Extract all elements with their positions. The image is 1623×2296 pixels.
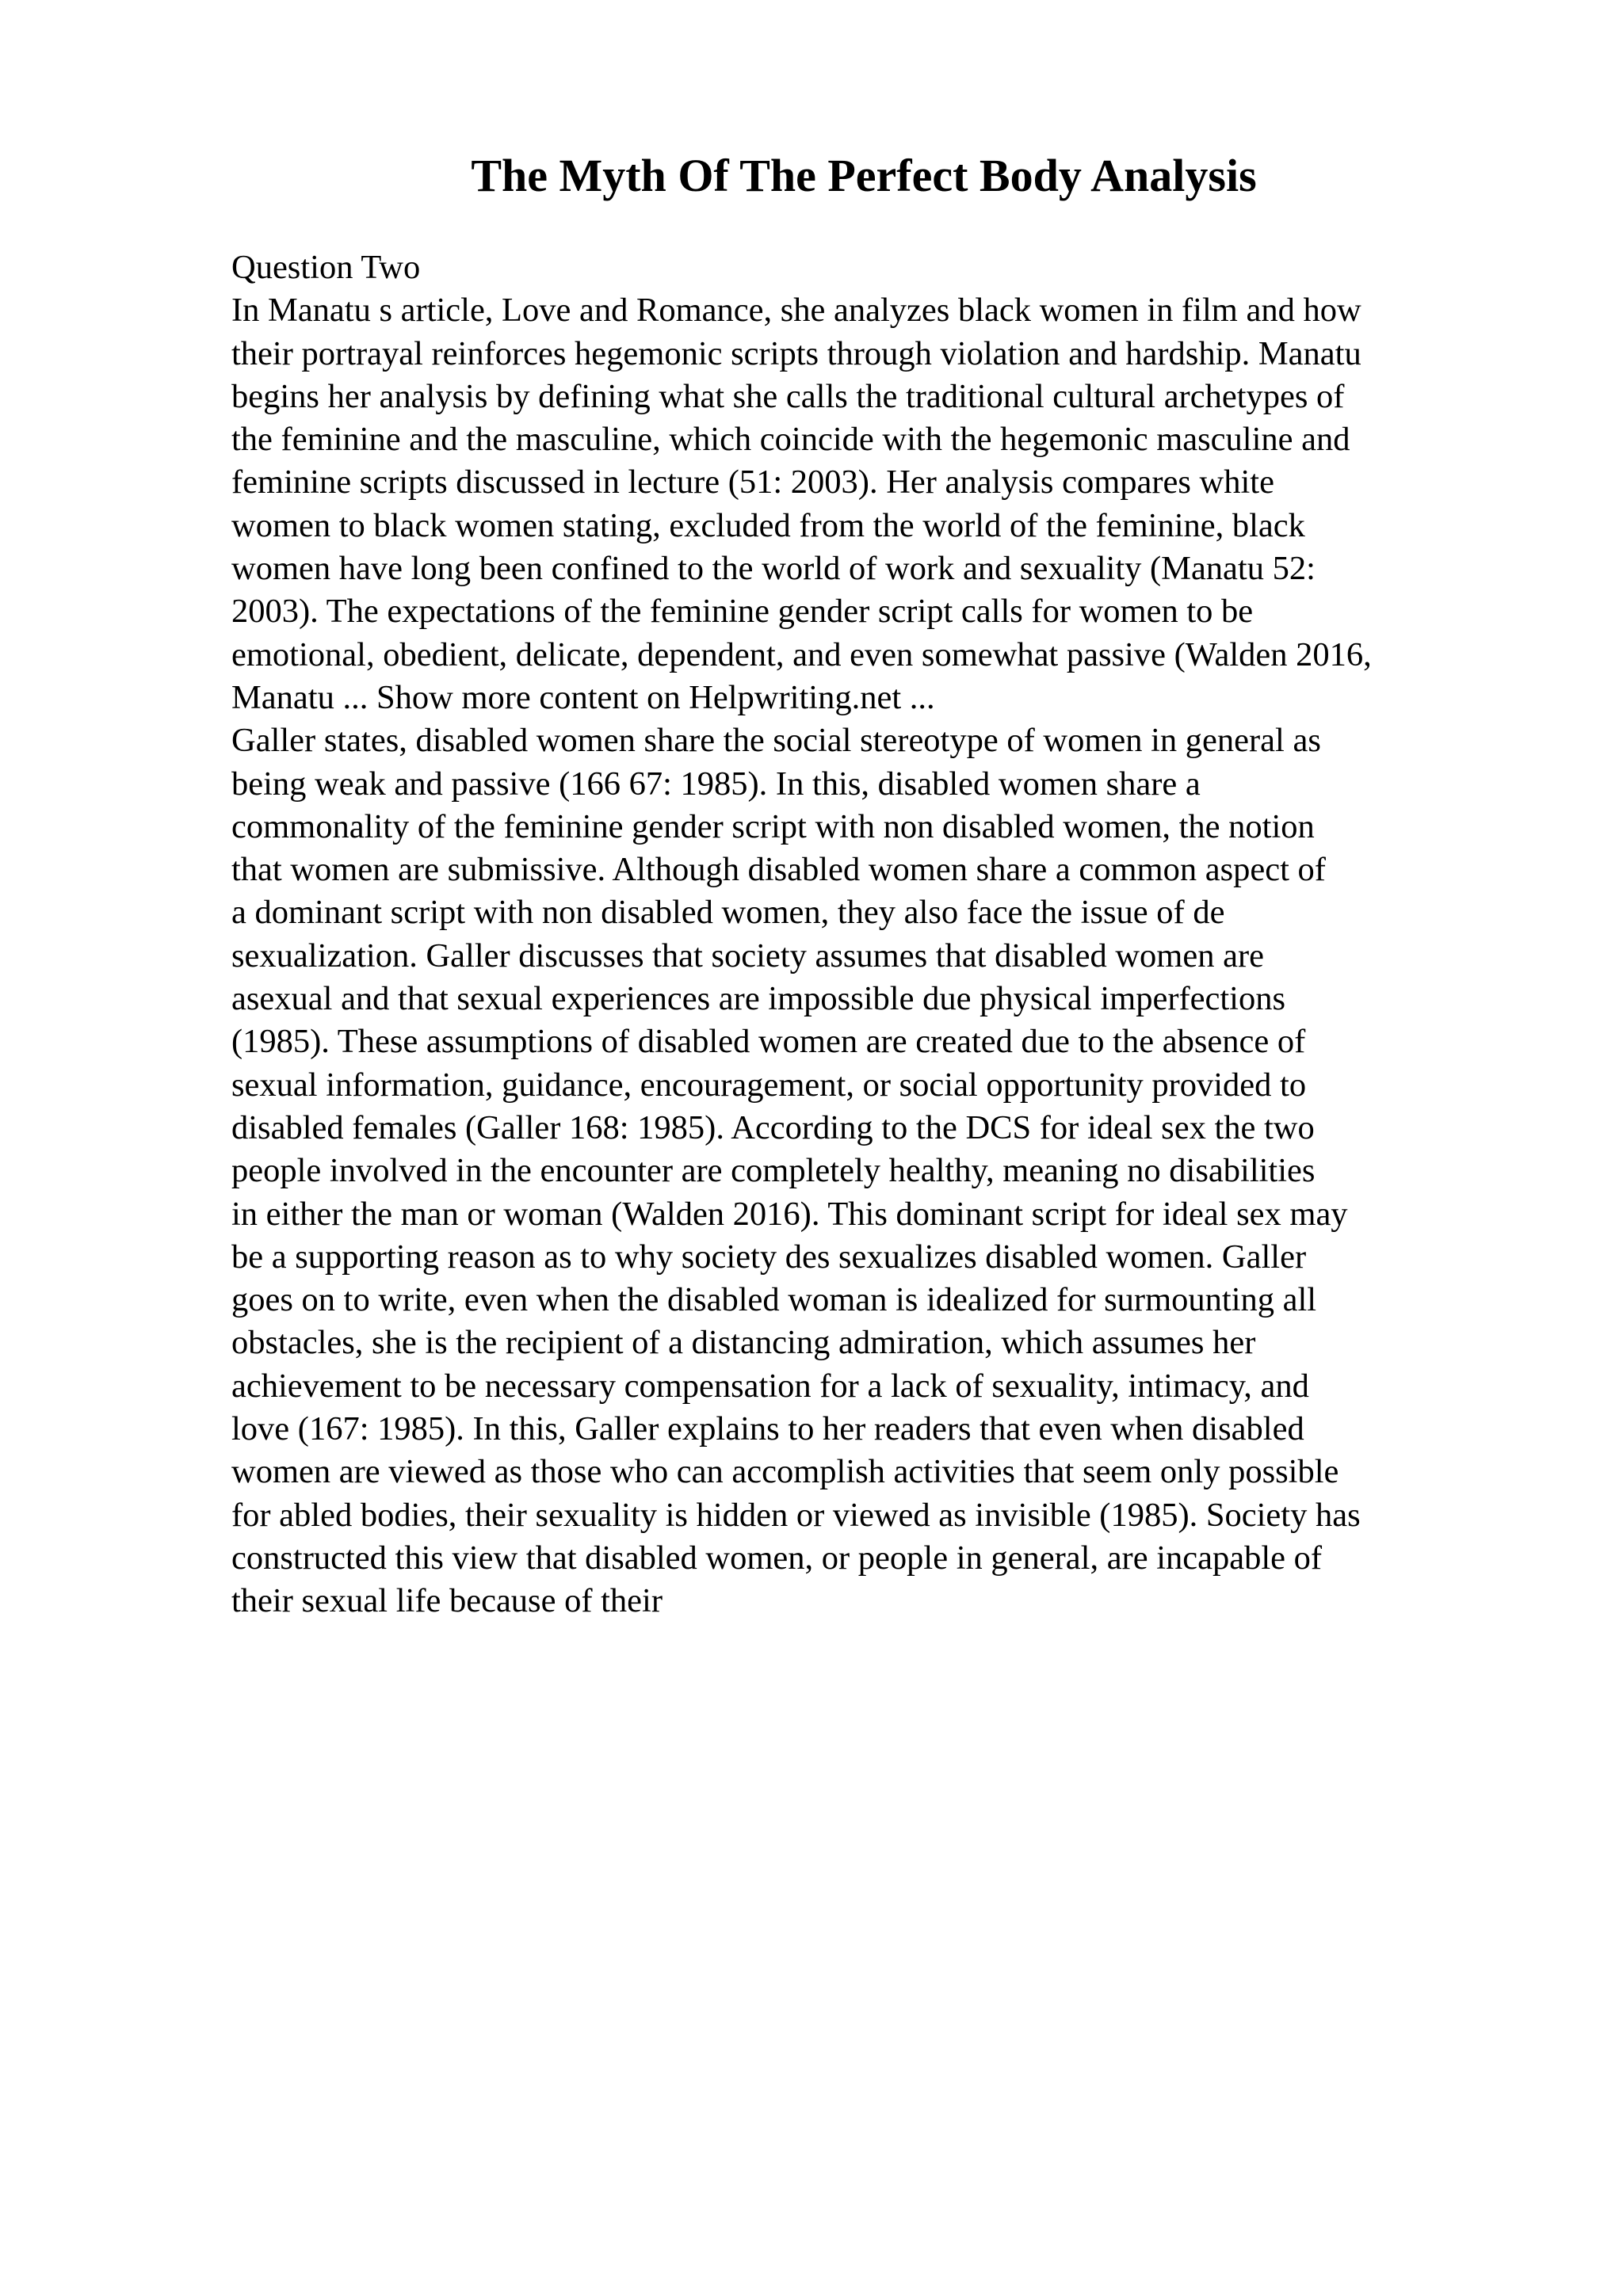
text-line: disabled females (Galler 168: 1985). According to the DCS for ideal sex the two bbox=[231, 1108, 1315, 1146]
text-line: people involved in the encounter are completely healthy, meaning no disabilities bbox=[231, 1152, 1316, 1190]
text-line: begins her analysis by defining what she calls the traditional cultural archetypes of bbox=[231, 377, 1345, 415]
text-line: goes on to write, even when the disabled woman is idealized for surmounting all bbox=[231, 1281, 1317, 1319]
text-line: being weak and passive (166 67: 1985). In this, disabled women share a bbox=[231, 765, 1201, 803]
text-line: achievement to be necessary compensation for a lack of sexuality, intimacy, and bbox=[231, 1367, 1309, 1405]
text-line: be a supporting reason as to why society des sexualizes disabled women. Galler bbox=[231, 1238, 1307, 1276]
text-line: 2003). The expectations of the feminine gender script calls for women to be bbox=[231, 593, 1254, 631]
text-line: (1985). These assumptions of disabled women are created due to the absence of bbox=[231, 1023, 1306, 1061]
text-line: Manatu ... Show more content on Helpwriting.net ... bbox=[231, 678, 935, 716]
text-line: love (167: 1985). In this, Galler explains to her readers that even when disabled bbox=[231, 1410, 1304, 1448]
text-line: their sexual life because of their bbox=[231, 1582, 663, 1620]
text-line: that women are submissive. Although disabled women share a common aspect of bbox=[231, 851, 1326, 889]
text-line: in either the man or woman (Walden 2016). This dominant script for ideal sex may bbox=[231, 1195, 1348, 1233]
text-line: asexual and that sexual experiences are impossible due physical imperfections bbox=[231, 980, 1286, 1018]
page-title: The Myth Of The Perfect Body Analysis bbox=[471, 150, 1257, 201]
text-line: commonality of the feminine gender script with non disabled women, the notion bbox=[231, 807, 1315, 845]
text-line: constructed this view that disabled women, or people in general, are incapable of bbox=[231, 1539, 1323, 1577]
text-line: sexualization. Galler discusses that society assumes that disabled women are bbox=[231, 936, 1264, 974]
body-text bbox=[231, 246, 1499, 1623]
text-line: feminine scripts discussed in lecture (51: 2003). Her analysis compares white bbox=[231, 463, 1274, 502]
text-line: the feminine and the masculine, which coincide with the hegemonic masculine and bbox=[231, 421, 1350, 459]
text-line: women to black women stating, excluded from the world of the feminine, black bbox=[231, 506, 1305, 544]
text-line: Question Two bbox=[231, 249, 421, 286]
text-line: women are viewed as those who can accomplish activities that seem only possible bbox=[231, 1453, 1339, 1491]
text-line: for abled bodies, their sexuality is hidden or viewed as invisible (1985). Society has bbox=[231, 1496, 1361, 1534]
text-line: In Manatu s article, Love and Romance, she analyzes black women in film and how bbox=[231, 292, 1361, 330]
text-line: emotional, obedient, delicate, dependent, and even somewhat passive (Walden 2016, bbox=[231, 635, 1372, 673]
text-line: sexual information, guidance, encouragement, or social opportunity provided to bbox=[231, 1066, 1307, 1104]
text-line: Galler states, disabled women share the social stereotype of women in general as bbox=[231, 722, 1321, 760]
text-line: their portrayal reinforces hegemonic scripts through violation and hardship. Manatu bbox=[231, 334, 1361, 372]
text-line: a dominant script with non disabled women, they also face the issue of de bbox=[231, 894, 1225, 932]
text-line: women have long been confined to the world of work and sexuality (Manatu 52: bbox=[231, 550, 1316, 588]
text-line: obstacles, she is the recipient of a distancing admiration, which assumes her bbox=[231, 1324, 1256, 1362]
